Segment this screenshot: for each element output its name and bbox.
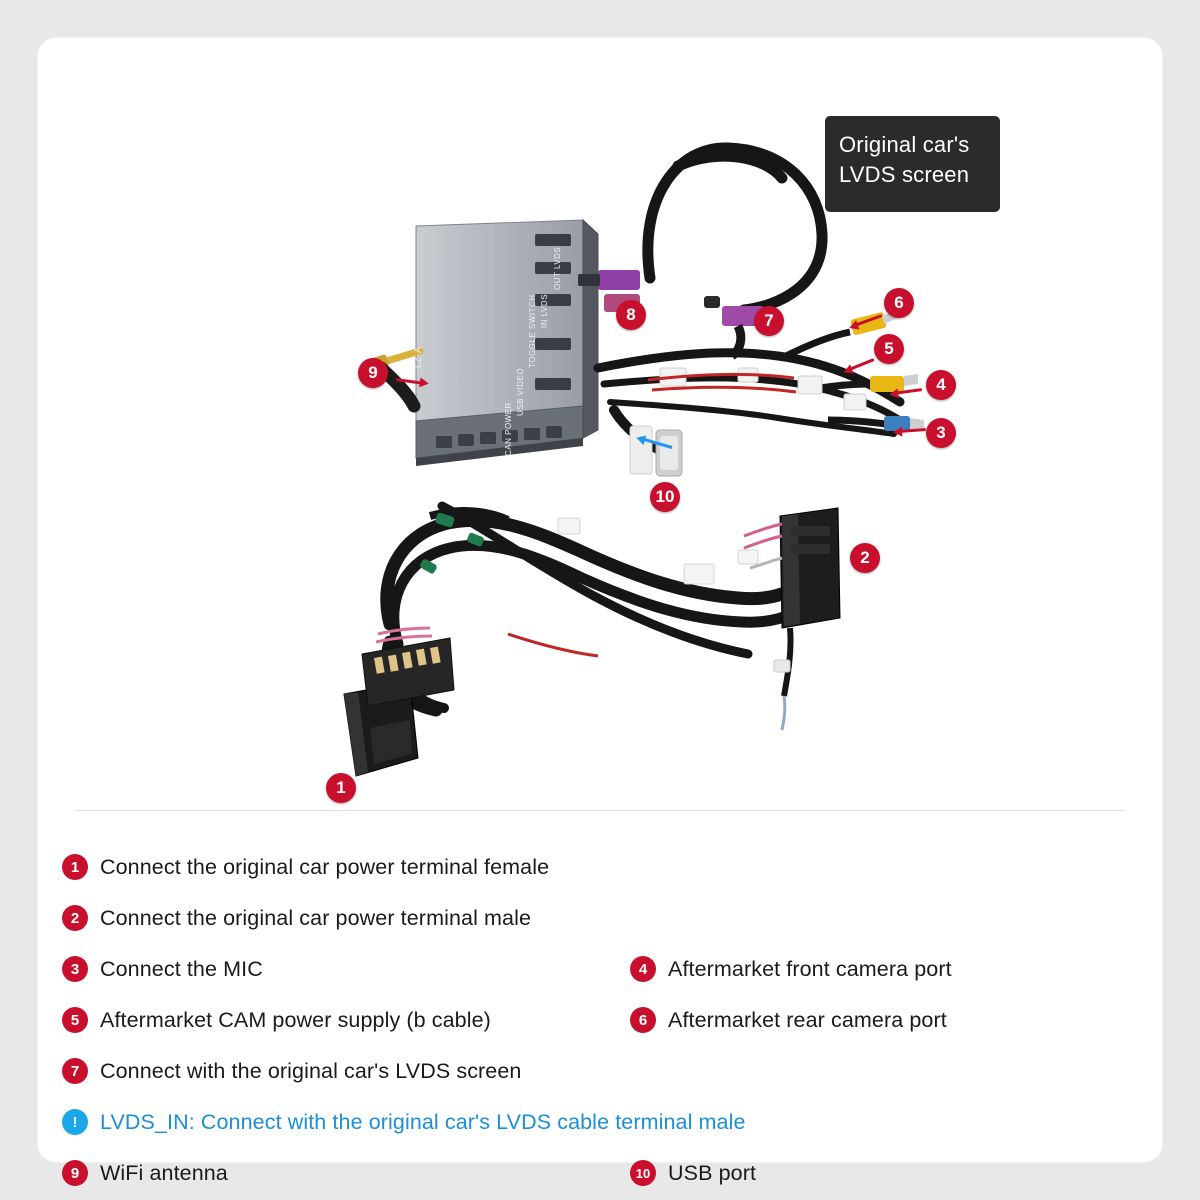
callout-9: 9: [358, 358, 388, 388]
product-info-card: [38, 38, 1162, 1185]
legend-item-10: [630, 1160, 756, 1186]
legend-section: [38, 810, 1162, 1185]
port-label-in-lvds: IN LVDS: [540, 293, 549, 328]
callout-2: 2: [850, 543, 880, 573]
legend-divider: [74, 810, 1126, 811]
legend-item-6: [630, 1007, 947, 1033]
port-label-usb-video: USB VIDEO: [516, 367, 525, 416]
callout-1: 1: [326, 773, 356, 803]
legend-text-10: USB port: [668, 1160, 757, 1185]
callout-6: 6: [884, 288, 914, 318]
legend-badge-1: 1: [62, 854, 88, 880]
port-label-toggle-switch: TOGGLE SWITCH: [528, 294, 537, 368]
legend-text-1: Connect the original car power terminal female: [100, 854, 550, 879]
legend-badge-2: 2: [62, 905, 88, 931]
legend-text-9: WiFi antenna: [100, 1160, 228, 1185]
port-label-out-lvds: OUT LVDS: [553, 246, 562, 290]
legend-badge-4: 4: [630, 956, 656, 982]
legend-text-3: Connect the MIC: [100, 956, 263, 981]
legend-item-5: [62, 1007, 491, 1033]
callout-4: 4: [926, 370, 956, 400]
legend-text-2: Connect the original car power terminal male: [100, 905, 532, 930]
legend-item-7: [62, 1058, 521, 1084]
legend-item-9: [62, 1160, 228, 1186]
antenna-label: LZ-A: [413, 346, 423, 368]
callout-10: 10: [650, 482, 680, 512]
legend-item-1: [62, 854, 549, 880]
legend-item-4: [630, 956, 952, 982]
legend-badge-9: 9: [62, 1160, 88, 1186]
legend-badge-5: 5: [62, 1007, 88, 1033]
legend-badge-7: 7: [62, 1058, 88, 1084]
legend-badge-10: 10: [630, 1160, 656, 1186]
legend-text-5: Aftermarket CAM power supply (b cable): [100, 1007, 491, 1032]
legend-item-lvds-in: [62, 1109, 746, 1135]
port-label-can-power: CAN POWER: [504, 402, 513, 456]
wiring-diagram-photo: [38, 38, 1162, 808]
legend-text-7: Connect with the original car's LVDS screen: [100, 1058, 522, 1083]
legend-text-lvds-in: LVDS_IN: Connect with the original car's LVDS cable terminal male: [100, 1109, 746, 1134]
callout-5: 5: [874, 334, 904, 364]
legend-item-3: [62, 956, 263, 982]
legend-badge-6: 6: [630, 1007, 656, 1033]
legend-text-4: Aftermarket front camera port: [668, 956, 952, 981]
legend-text-6: Aftermarket rear camera port: [668, 1007, 947, 1032]
callout-7: 7: [754, 306, 784, 336]
lvds-label-line1: Original car's: [839, 132, 970, 157]
callout-8: 8: [616, 300, 646, 330]
callout-3: 3: [926, 418, 956, 448]
legend-item-2: [62, 905, 531, 931]
lvds-label-line2: LVDS screen: [839, 162, 970, 187]
info-badge-icon: !: [62, 1109, 88, 1135]
legend-badge-3: 3: [62, 956, 88, 982]
lvds-screen-label: [825, 116, 1000, 212]
